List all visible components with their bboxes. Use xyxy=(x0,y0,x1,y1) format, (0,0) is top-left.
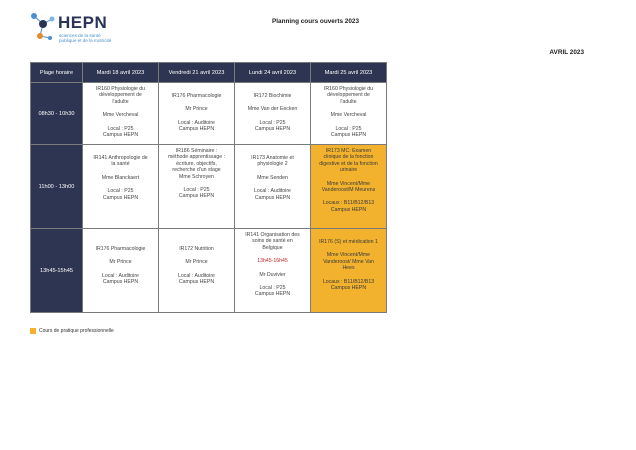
spacer xyxy=(86,181,155,188)
logo-tagline-line2: publique et de la motricité xyxy=(59,38,112,44)
course-line: Mr Duvivier xyxy=(259,271,286,278)
course-line: Mme Senden xyxy=(257,174,288,181)
spacer xyxy=(162,113,231,120)
spacer xyxy=(238,278,307,285)
spacer xyxy=(238,113,307,120)
time-slot-cell: 11h00 - 13h00 xyxy=(31,145,83,229)
course-cell xyxy=(235,229,311,313)
course-cell xyxy=(83,145,159,229)
course-line: Mr Prince xyxy=(185,106,208,113)
spacer xyxy=(238,265,307,272)
hepn-logo xyxy=(28,10,138,48)
course-line: Campus HEPN xyxy=(254,126,291,133)
spacer xyxy=(238,181,307,188)
course-line: Campus HEPN xyxy=(178,126,215,133)
course-cell xyxy=(235,83,311,145)
course-line: IR160 Physiologie du xyxy=(323,86,374,92)
spacer xyxy=(162,239,231,246)
course-cell xyxy=(311,145,387,229)
course-line: IR176 Pharmacologie xyxy=(95,246,146,252)
table-row xyxy=(31,229,387,313)
course-line: Campus HEPN xyxy=(102,194,139,201)
course-line: Local : Auditoire xyxy=(254,188,291,195)
spacer xyxy=(162,252,231,259)
course-line: Campus HEPN xyxy=(254,291,291,298)
course-line: Local : Auditoire xyxy=(102,272,139,279)
course-line: Mme Vercheval xyxy=(330,112,367,119)
course-line: Local : P25 xyxy=(183,187,210,194)
course-line: Belgique xyxy=(262,244,283,251)
course-cell xyxy=(159,145,235,229)
course-line: IR172 Biochimie xyxy=(253,93,292,99)
spacer xyxy=(162,266,231,273)
course-line: écriture, objectifs, xyxy=(176,160,217,167)
time-slot-cell: 08h30 - 10h30 xyxy=(31,83,83,145)
course-line: Local : P25 xyxy=(259,285,286,292)
course-cell xyxy=(311,83,387,145)
course-cell xyxy=(83,229,159,313)
course-line: Mme Van der Eecken xyxy=(247,106,298,113)
course-line: physiologie 2 xyxy=(257,161,288,168)
spacer xyxy=(238,148,307,155)
course-line: Campus HEPN xyxy=(330,206,367,213)
course-cell xyxy=(159,229,235,313)
course-cell xyxy=(159,83,235,145)
course-line: Mr Prince xyxy=(109,259,132,266)
legend-swatch xyxy=(30,328,36,334)
molecule-logo-icon xyxy=(28,10,58,44)
course-line: Local : P25 xyxy=(107,125,134,132)
course-line: Campus HEPN xyxy=(178,279,215,286)
course-line: recherche d'un stage xyxy=(172,167,221,174)
course-line: la santé xyxy=(111,161,130,168)
course-line: Campus HEPN xyxy=(330,285,367,292)
course-line: IR173 Anatomie et xyxy=(251,155,294,161)
course-line: Campus HEPN xyxy=(178,193,215,200)
spacer xyxy=(314,105,383,112)
course-line: Locaux : B11/B12/B13 xyxy=(322,278,375,285)
spacer xyxy=(314,193,383,200)
spacer xyxy=(86,266,155,273)
spacer xyxy=(86,119,155,126)
course-line: Hees xyxy=(342,265,355,272)
spacer xyxy=(86,168,155,175)
spacer xyxy=(86,252,155,259)
spacer xyxy=(314,245,383,252)
course-line: Mme Schroyen xyxy=(179,173,214,180)
course-line: développement de xyxy=(99,92,142,99)
spacer xyxy=(162,180,231,187)
spacer xyxy=(238,86,307,93)
course-line: IR141 Anthropologie de xyxy=(93,155,148,161)
table-row xyxy=(31,83,387,145)
course-line: Vanderoost/ Mme Van xyxy=(323,258,374,265)
course-line: Local : Auditoire xyxy=(178,272,215,279)
schedule-body xyxy=(31,83,387,313)
spacer xyxy=(162,99,231,106)
course-line: Campus HEPN xyxy=(102,132,139,139)
course-cell xyxy=(235,145,311,229)
spacer xyxy=(86,105,155,112)
course-line: Campus HEPN xyxy=(254,194,291,201)
course-line: IR173 MC: Examen xyxy=(325,148,372,154)
spacer xyxy=(238,99,307,106)
table-row xyxy=(31,145,387,229)
spacer xyxy=(162,86,231,93)
course-line: Local : Auditoire xyxy=(178,119,215,126)
header-cell: Plage horaire xyxy=(31,63,83,83)
course-line: IR160 Physiologie du xyxy=(95,86,146,92)
schedule-table xyxy=(30,62,387,313)
spacer xyxy=(314,174,383,181)
course-line: Mme Vincent/Mme xyxy=(326,252,371,259)
spacer xyxy=(314,119,383,126)
header-row xyxy=(31,63,387,83)
course-line: développement de xyxy=(327,92,370,99)
course-line: Mme Blanckaert xyxy=(101,174,140,181)
course-line: l'adulte xyxy=(112,98,129,105)
spacer xyxy=(86,232,155,239)
course-line: Campus HEPN xyxy=(102,279,139,286)
course-line: l'adulte xyxy=(340,98,357,105)
course-line: digestive et de la fonction xyxy=(319,160,378,167)
logo-tagline-line1: sciences de la santé xyxy=(59,33,101,38)
course-line: Mme Vercheval xyxy=(102,112,139,119)
course-line: Campus HEPN xyxy=(330,132,367,139)
spacer xyxy=(314,232,383,239)
course-line: Local : P25 xyxy=(335,125,362,132)
course-line: Mr Prince xyxy=(185,259,208,266)
course-line: IR176 Pharmacologie xyxy=(171,93,222,99)
logo-tagline xyxy=(59,33,149,43)
spacer xyxy=(314,272,383,279)
course-line: soins de santé en xyxy=(252,238,293,245)
course-line: Mme Vincent/Mme xyxy=(326,180,371,187)
course-line: IR172 Nutrition xyxy=(179,246,214,252)
course-line: méthode apprentissage : xyxy=(167,154,226,161)
course-cell xyxy=(83,83,159,145)
course-line: IR186 Séminaire : xyxy=(175,148,218,154)
legend-label: Cours de pratique professionnelle xyxy=(39,328,114,334)
course-line: Local : P25 xyxy=(107,188,134,195)
header-cell: Lundi 24 avril 2023 xyxy=(235,63,311,83)
spacer xyxy=(162,232,231,239)
document-title: Planning cours ouverts 2023 xyxy=(272,18,360,25)
header-cell: Mardi 25 avril 2023 xyxy=(311,63,387,83)
logo-name: HEPN xyxy=(58,13,108,32)
course-line: clinique de la fonction xyxy=(323,154,374,161)
course-line: Locaux : B11/B12/B13 xyxy=(322,200,375,207)
course-line: IR176 (S) et médication 1 xyxy=(319,239,378,245)
spacer xyxy=(86,239,155,246)
spacer xyxy=(238,168,307,175)
course-line: urinaire xyxy=(339,167,358,174)
month-label: AVRIL 2023 xyxy=(549,49,584,56)
header-cell: Vendredi 21 avril 2023 xyxy=(159,63,235,83)
header-cell: Mardi 18 avril 2023 xyxy=(83,63,159,83)
spacer xyxy=(86,148,155,155)
course-line: IR141 Organisation des xyxy=(245,232,300,238)
time-slot-cell: 13h45-15h45 xyxy=(31,229,83,313)
spacer xyxy=(238,251,307,258)
course-line: Vanderoost/M Meurens xyxy=(321,187,376,194)
course-cell xyxy=(311,229,387,313)
course-line: 13h45-16h45 xyxy=(257,258,288,265)
course-line: Local : P25 xyxy=(259,119,286,126)
